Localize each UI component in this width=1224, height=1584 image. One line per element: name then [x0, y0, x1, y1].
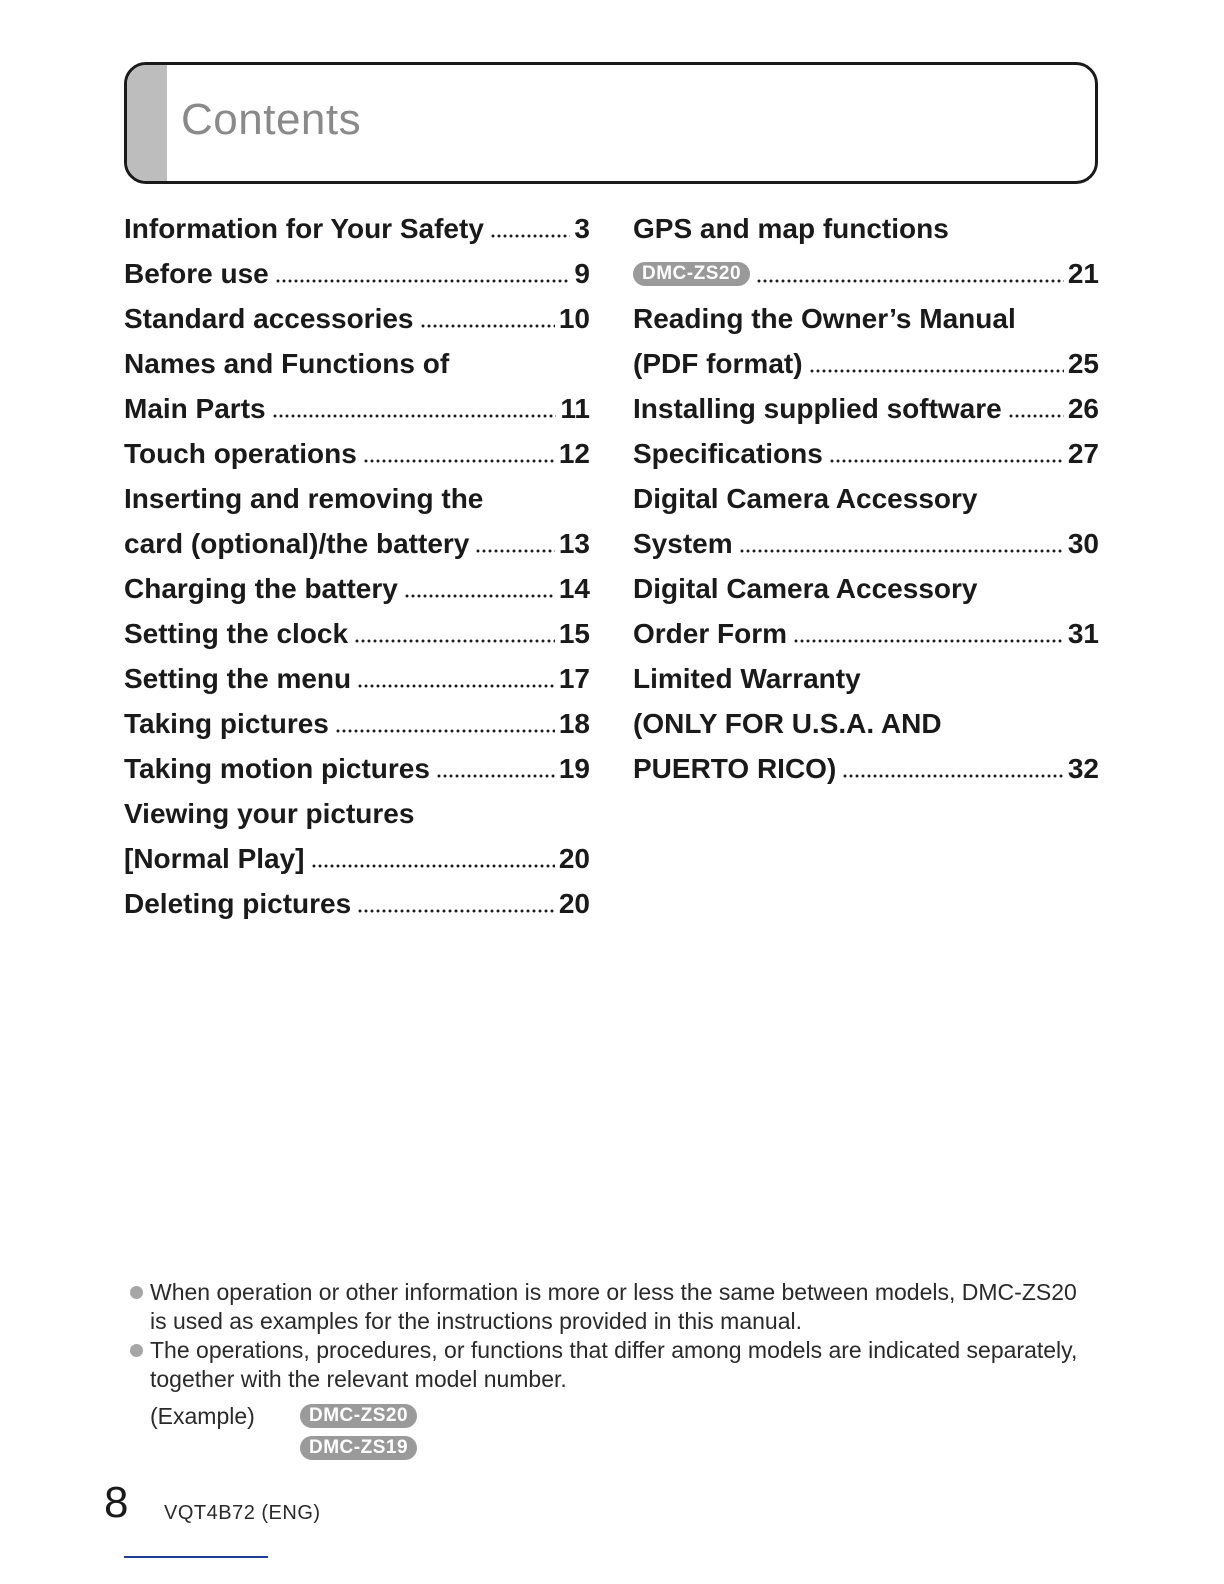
dot-leader: [357, 909, 555, 913]
model-badge-zs20: DMC-ZS20: [300, 1404, 417, 1428]
toc-entry-title: Inserting and removing the: [124, 482, 484, 514]
toc-entry-title: Touch operations: [124, 437, 357, 469]
toc-page-number: 14: [558, 572, 590, 604]
toc-entry: [124, 386, 590, 431]
dot-leader: [272, 414, 557, 418]
footer-rule: [124, 1556, 268, 1558]
toc-page-number: 20: [558, 887, 590, 919]
page-number: 8: [104, 1478, 129, 1527]
toc-entry: [633, 476, 1099, 521]
toc-entry-title: PUERTO RICO): [633, 752, 837, 784]
notes-section: [128, 1278, 1088, 1460]
toc-entry: [633, 701, 1099, 746]
dot-leader: [311, 864, 555, 868]
example-block: [128, 1402, 1088, 1460]
toc-entry: [633, 566, 1099, 611]
toc-entry-title: GPS and map functions: [633, 212, 949, 244]
toc-entry: [124, 656, 590, 701]
note-text: The operations, procedures, or functions that differ among models are indicated separately, together with the relevant model number.: [150, 1337, 1078, 1392]
dot-leader: [756, 279, 1064, 283]
dot-leader: [420, 324, 555, 328]
toc-entry: [633, 206, 1099, 251]
toc-entry: [124, 431, 590, 476]
toc-entry: [124, 251, 590, 296]
toc-entry: [633, 746, 1099, 791]
bullet-icon: [130, 1344, 143, 1357]
toc-entry: [633, 431, 1099, 476]
toc-page-number: 20: [558, 842, 590, 874]
toc-entry-title: Main Parts: [124, 392, 266, 424]
toc-entry: [633, 296, 1099, 341]
dot-leader: [842, 774, 1064, 778]
toc-entry: [124, 521, 590, 566]
toc-entry-title: Information for Your Safety: [124, 212, 484, 244]
toc-page-number: 10: [558, 302, 590, 334]
toc-entry: [124, 341, 590, 386]
toc-entry: [124, 296, 590, 341]
dot-leader: [354, 639, 555, 643]
toc-entry-title: Setting the clock: [124, 617, 349, 649]
toc-entry-title: Before use: [124, 257, 269, 289]
toc-page-number: 26: [1067, 392, 1099, 424]
toc-entry: [124, 881, 590, 926]
page-title: Contents: [181, 95, 362, 144]
toc-page-number: 12: [558, 437, 590, 469]
toc-entry-title: Taking motion pictures: [124, 752, 430, 784]
toc-entry: [633, 611, 1099, 656]
toc-entry-title: Reading the Owner’s Manual: [633, 302, 1016, 334]
example-badges: [300, 1404, 417, 1460]
dot-leader: [793, 639, 1064, 643]
toc-entry-title: (ONLY FOR U.S.A. AND: [633, 707, 942, 739]
note-item: [128, 1278, 1088, 1336]
toc-entry-title: System: [633, 527, 733, 559]
dot-leader: [490, 234, 571, 238]
toc-entry-title: Installing supplied software: [633, 392, 1002, 424]
toc-entry-title: [Normal Play]: [124, 842, 305, 874]
toc-page-number: 30: [1067, 527, 1099, 559]
dot-leader: [436, 774, 555, 778]
toc-page-number: 13: [558, 527, 590, 559]
toc-entry: [124, 836, 590, 881]
toc-page-number: 32: [1067, 752, 1099, 784]
note-text: When operation or other information is more or less the same between models, DMC-ZS20 is used as examples for the instructions provided in this manual.: [150, 1279, 1077, 1334]
toc-entry-title: Charging the battery: [124, 572, 398, 604]
toc-entry-title: Names and Functions of: [124, 347, 450, 379]
toc-entry-title: Taking pictures: [124, 707, 329, 739]
toc-left-column: [124, 206, 590, 926]
toc-page-number: 17: [558, 662, 590, 694]
toc-page-number: 21: [1067, 257, 1099, 289]
model-badge-zs19: DMC-ZS19: [300, 1436, 417, 1460]
dot-leader: [335, 729, 555, 733]
toc-entry: [633, 656, 1099, 701]
toc-entry: [124, 746, 590, 791]
bullet-icon: [130, 1286, 143, 1299]
toc-entry: [124, 566, 590, 611]
toc-entry-title: Digital Camera Accessory: [633, 572, 978, 604]
note-item: [128, 1336, 1088, 1394]
toc-entry-title: Specifications: [633, 437, 823, 469]
dot-leader: [357, 684, 555, 688]
toc-entry: [633, 386, 1099, 431]
toc-entry: [633, 521, 1099, 566]
toc-entry: [124, 701, 590, 746]
toc-entry: [124, 476, 590, 521]
toc-entry-title: (PDF format): [633, 347, 803, 379]
toc-entry: [124, 611, 590, 656]
toc-entry-title: Order Form: [633, 617, 788, 649]
toc-page-number: 18: [558, 707, 590, 739]
dot-leader: [809, 369, 1064, 373]
toc-entry-title: Deleting pictures: [124, 887, 352, 919]
toc-entry: [633, 251, 1099, 296]
toc-page-number: 25: [1067, 347, 1099, 379]
dot-leader: [475, 549, 554, 553]
dot-leader: [739, 549, 1064, 553]
toc-entry: [633, 341, 1099, 386]
document-code: VQT4B72 (ENG): [164, 1502, 321, 1524]
toc-page-number: 3: [574, 212, 590, 244]
toc-entry-title: Setting the menu: [124, 662, 352, 694]
toc-page-number: 15: [558, 617, 590, 649]
toc-page-number: 9: [574, 257, 590, 289]
toc-entry: [124, 206, 590, 251]
dot-leader: [404, 594, 555, 598]
example-label: (Example): [150, 1403, 255, 1429]
model-badge-dmc-zs20: DMC-ZS20: [633, 262, 750, 286]
toc-entry-title: Digital Camera Accessory: [633, 482, 978, 514]
contents-header: [124, 62, 1098, 184]
dot-leader: [1008, 414, 1064, 418]
toc-entry-title: card (optional)/the battery: [124, 527, 470, 559]
toc-page-number: 31: [1067, 617, 1099, 649]
toc-entry: [124, 791, 590, 836]
dot-leader: [363, 459, 555, 463]
toc-page-number: 27: [1067, 437, 1099, 469]
dot-leader: [829, 459, 1064, 463]
toc-entry-title: Limited Warranty: [633, 662, 861, 694]
toc-page-number: 11: [560, 392, 590, 424]
toc-right-column: [633, 206, 1099, 791]
header-tab-marker: [127, 65, 167, 181]
toc-entry-title: Viewing your pictures: [124, 797, 415, 829]
toc-page-number: 19: [558, 752, 590, 784]
dot-leader: [275, 279, 571, 283]
toc-entry-title: Standard accessories: [124, 302, 414, 334]
